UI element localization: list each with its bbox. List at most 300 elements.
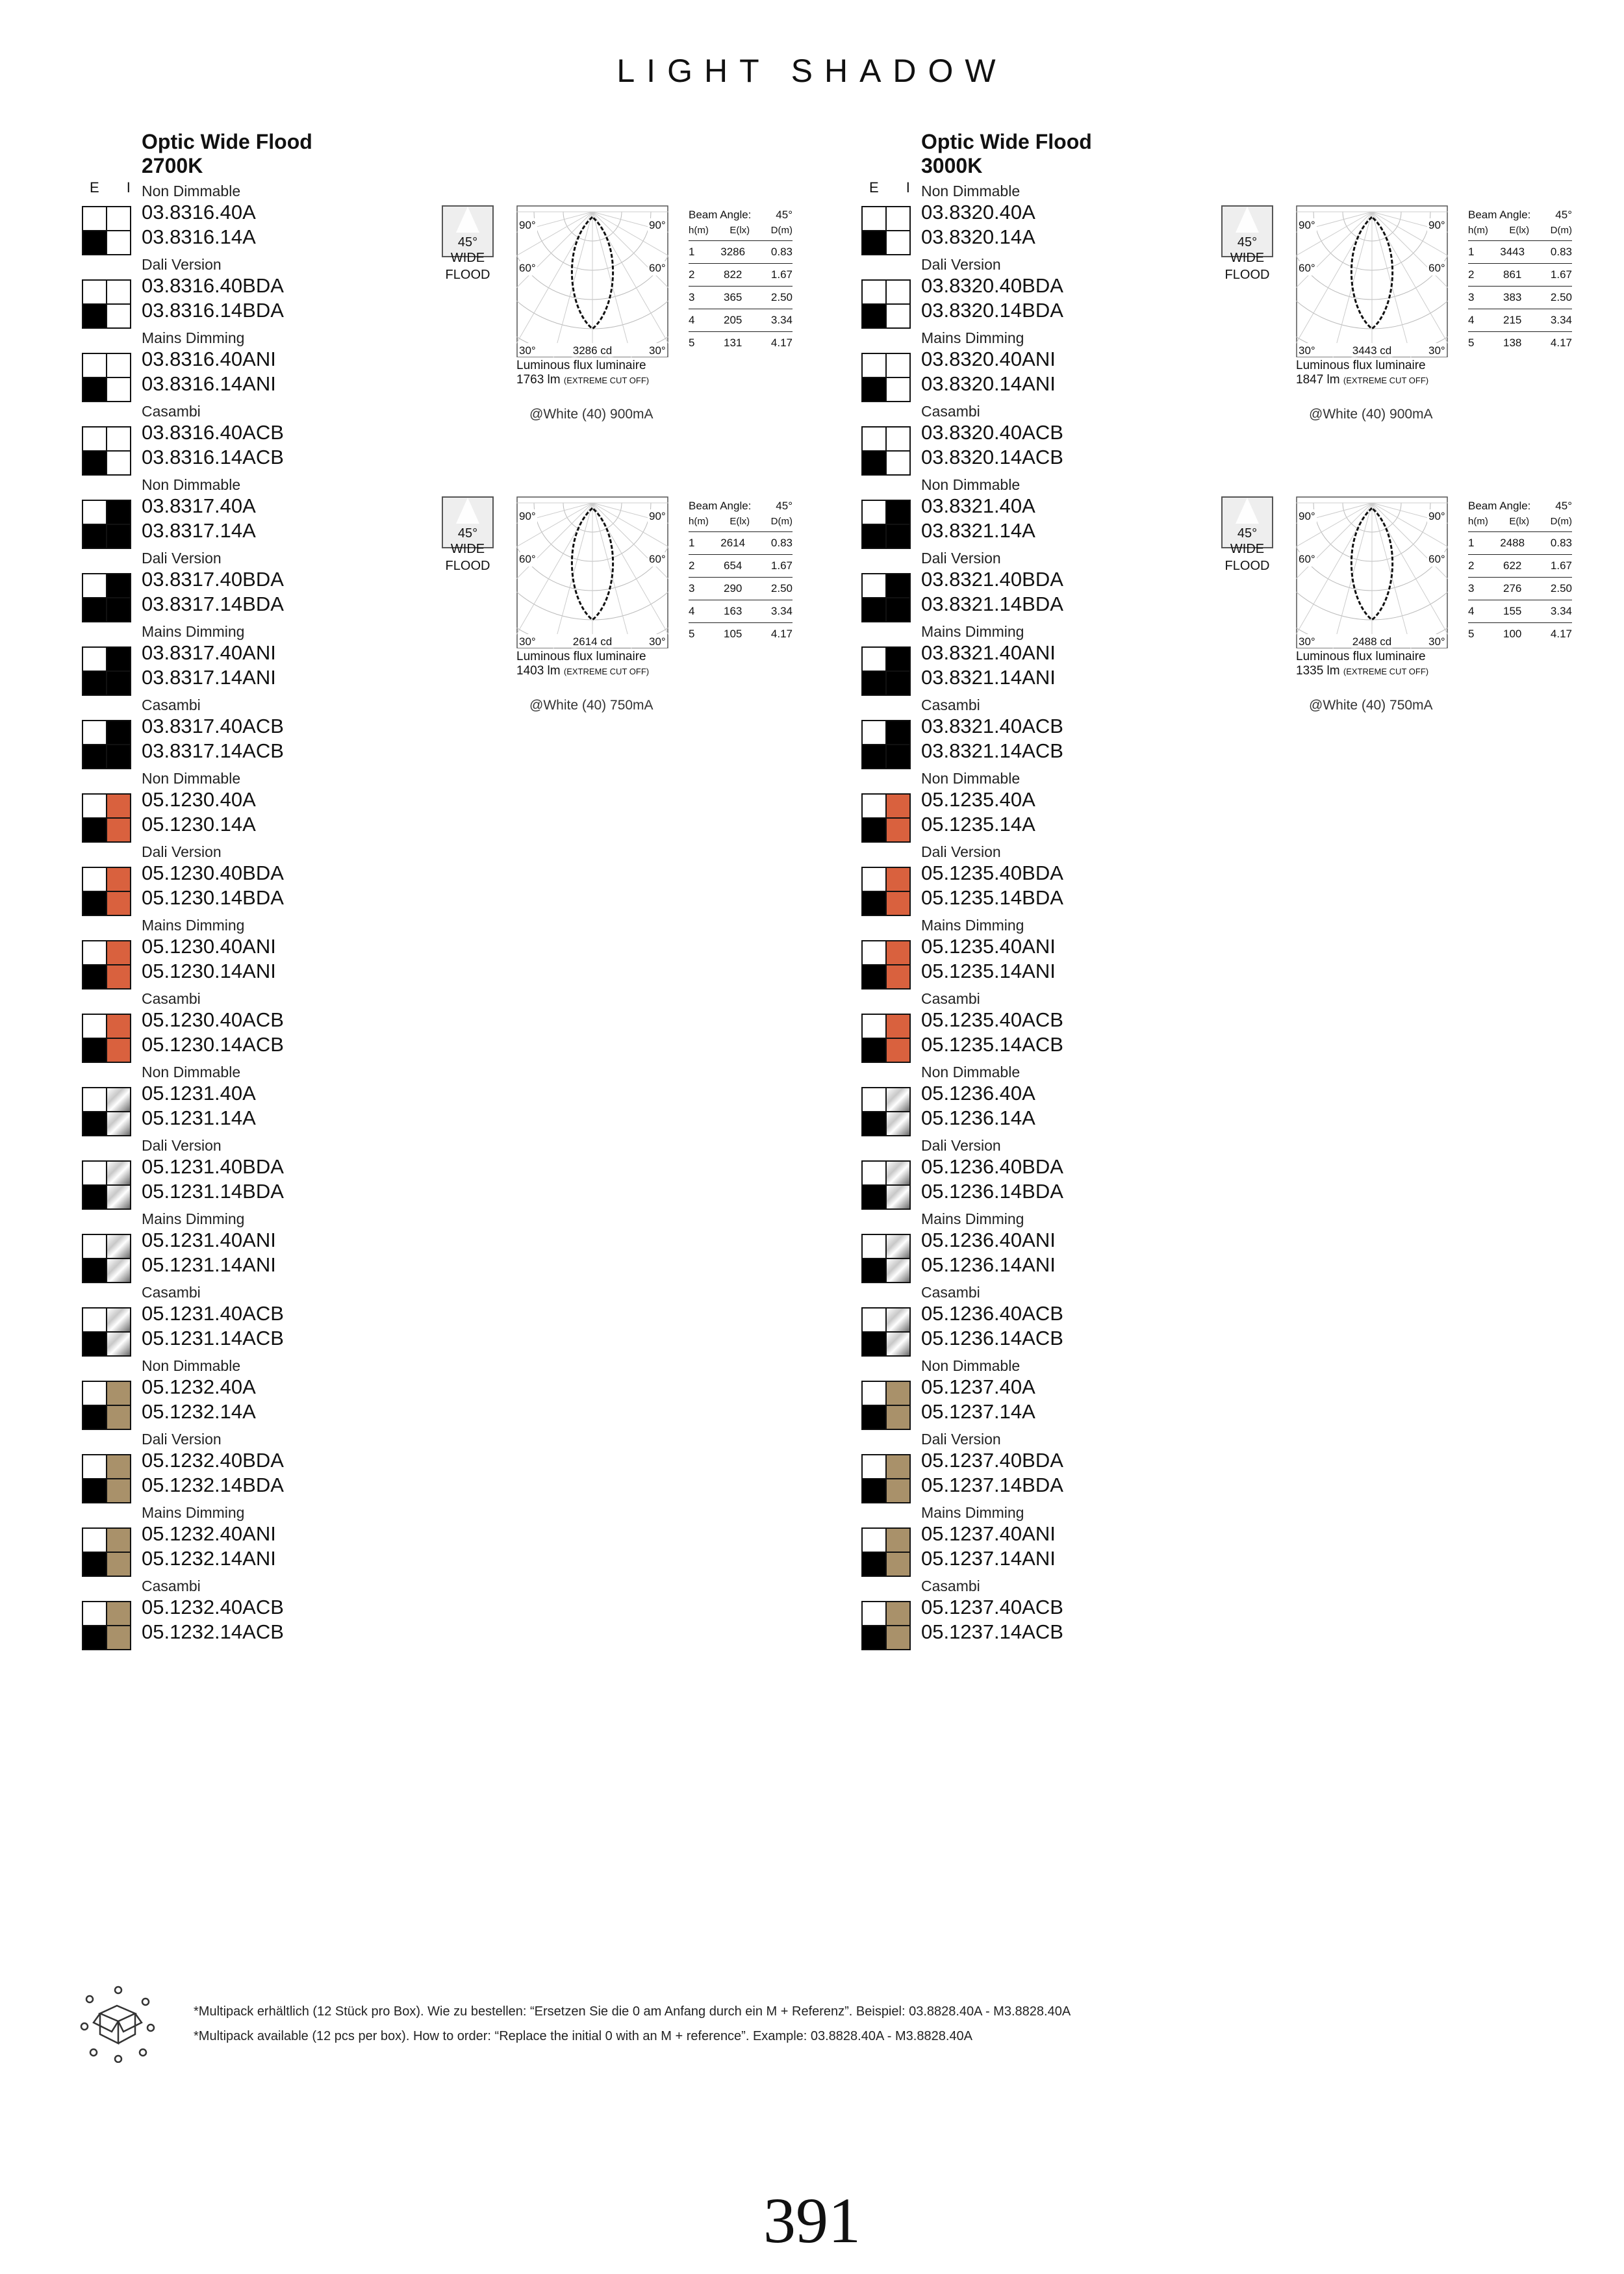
illuminance-value: 2488 (1500, 537, 1525, 549)
finish-swatch (861, 279, 911, 329)
dimming-type-label: Casambi (921, 403, 980, 420)
swatch-cell (107, 819, 130, 841)
swatch-cell (107, 672, 130, 695)
col-diameter: D(m) (1550, 516, 1572, 527)
height-value: 1 (1468, 246, 1475, 258)
dimming-type-label: Casambi (142, 1578, 201, 1594)
finish-swatch (82, 500, 131, 549)
product-code: 05.1231.14ACB (142, 1327, 284, 1349)
swatch-cell (107, 721, 130, 744)
dimming-type-label: Mains Dimming (142, 623, 245, 640)
product-code: 03.8316.40BDA (142, 274, 284, 297)
dimming-type-label: Casambi (142, 990, 201, 1007)
dimming-type-label: Mains Dimming (921, 623, 1024, 640)
beam-degree: 45° (457, 235, 478, 249)
swatch-cell (83, 648, 106, 671)
swatch-cell (863, 1333, 885, 1355)
swatch-cell (863, 1162, 885, 1184)
product-code: 05.1232.40A (142, 1375, 256, 1398)
swatch-cell (83, 672, 106, 695)
swatch-cell (83, 892, 106, 915)
product-group (921, 1577, 1259, 1650)
swatch-cell (863, 1088, 885, 1111)
swatch-cell (863, 501, 885, 524)
swatch-cell (83, 1039, 106, 1062)
product-code: 05.1231.40ANI (142, 1229, 276, 1251)
product-code: 05.1230.40ACB (142, 1008, 284, 1031)
swatch-cell (107, 1015, 130, 1038)
illuminance-value: 365 (724, 291, 742, 303)
product-group (921, 1283, 1259, 1357)
beam-type-word2: FLOOD (445, 559, 490, 573)
cutoff-note: (EXTREME CUT OFF) (1343, 376, 1429, 385)
diameter-value: 4.17 (1550, 337, 1572, 349)
beam-table (1468, 205, 1572, 354)
dimming-type-label: Dali Version (142, 1431, 222, 1448)
finish-swatch (861, 1454, 911, 1503)
beam-table-row (689, 555, 793, 578)
product-code: 05.1237.14A (921, 1400, 1035, 1423)
product-code: 05.1237.40BDA (921, 1449, 1063, 1472)
finish-swatch (82, 867, 131, 916)
product-code: 05.1236.14BDA (921, 1180, 1063, 1203)
dimming-type-label: Dali Version (142, 256, 222, 273)
dimming-type-label: Mains Dimming (142, 329, 245, 346)
beam-table-row (1468, 264, 1572, 287)
dimming-type-label: Dali Version (142, 550, 222, 567)
beam-table-row (689, 623, 793, 645)
swatch-cell (107, 1112, 130, 1135)
swatch-cell (107, 501, 130, 524)
dimming-type-label: Non Dimmable (142, 770, 241, 787)
dimming-type-label: Non Dimmable (921, 1357, 1021, 1374)
photometric-block (1221, 205, 1624, 439)
dimming-type-label: Non Dimmable (921, 1064, 1021, 1080)
swatch-cell (887, 231, 909, 254)
product-group (921, 402, 1259, 476)
beam-table-row (689, 309, 793, 332)
beam-table (689, 205, 793, 354)
cutoff-note: (EXTREME CUT OFF) (1343, 667, 1429, 676)
optic-title (921, 130, 1624, 178)
product-group (142, 1430, 479, 1503)
flux-label: Luminous flux luminaire (516, 650, 646, 663)
product-group (921, 549, 1259, 622)
product-code: 05.1235.40BDA (921, 862, 1063, 884)
swatch-cell (887, 941, 909, 964)
beam-angle-value: 45° (776, 500, 793, 512)
product-code: 05.1236.40ACB (921, 1302, 1063, 1325)
diameter-value: 4.17 (770, 628, 793, 640)
swatch-cell (863, 648, 885, 671)
product-group (921, 696, 1259, 769)
polar-diagram (1296, 205, 1448, 357)
swatch-cell (83, 1333, 106, 1355)
product-code: 03.8320.14ANI (921, 372, 1056, 395)
swatch-cell (83, 819, 106, 841)
col-diameter: D(m) (770, 516, 793, 527)
beam-table-row (689, 578, 793, 600)
product-code: 03.8316.14BDA (142, 299, 284, 322)
dimming-type-label: Non Dimmable (921, 476, 1021, 493)
product-code: 05.1235.40A (921, 788, 1035, 811)
product-code: 03.8321.14A (921, 519, 1035, 542)
diameter-value: 3.34 (1550, 314, 1572, 326)
finish-swatch (82, 1381, 131, 1430)
height-value: 1 (689, 537, 695, 549)
product-code: 05.1237.14BDA (921, 1474, 1063, 1496)
swatch-cell (887, 1333, 909, 1355)
swatch-cell (83, 1186, 106, 1208)
dimming-type-label: Dali Version (921, 843, 1001, 860)
optic-name: Optic Wide Flood (921, 130, 1092, 153)
product-code: 03.8320.40ANI (921, 348, 1056, 370)
product-group (142, 182, 479, 255)
height-value: 2 (689, 268, 695, 281)
product-group (142, 1063, 479, 1136)
beam-table-row (689, 287, 793, 309)
swatch-cell (887, 1553, 909, 1576)
swatch-cell (887, 1259, 909, 1282)
swatch-cell (107, 1455, 130, 1478)
product-code: 03.8317.14ACB (142, 739, 284, 762)
product-column-3000k (869, 130, 1624, 1643)
product-code: 05.1232.14ACB (142, 1620, 284, 1643)
swatch-cell (863, 598, 885, 621)
height-value: 4 (689, 314, 695, 326)
product-code: 03.8316.40ANI (142, 348, 276, 370)
product-group (142, 1357, 479, 1430)
multipack-box-icon (78, 1985, 156, 2063)
swatch-cell (83, 1382, 106, 1405)
product-code: 03.8316.40ACB (142, 421, 284, 444)
product-code: 03.8320.14A (921, 225, 1035, 248)
diameter-value: 1.67 (770, 559, 793, 572)
polar-diagram (1296, 496, 1448, 648)
angle-label-60-left: 60° (519, 262, 536, 274)
finish-swatch (82, 1307, 131, 1357)
finish-swatch (82, 573, 131, 622)
swatch-cell (83, 941, 106, 964)
swatch-cell (887, 1162, 909, 1184)
beam-angle-value: 45° (1555, 209, 1572, 221)
dimming-type-label: Non Dimmable (142, 476, 241, 493)
diameter-value: 2.50 (770, 582, 793, 594)
product-code: 03.8317.40A (142, 494, 256, 517)
height-value: 5 (689, 628, 695, 640)
dimming-type-label: Dali Version (921, 1137, 1001, 1154)
swatch-cell (107, 525, 130, 548)
swatch-cell (863, 452, 885, 474)
swatch-cell (107, 1309, 130, 1331)
swatch-cell (887, 795, 909, 817)
product-group (142, 1577, 479, 1650)
swatch-cell (107, 1162, 130, 1184)
product-code: 05.1237.14ACB (921, 1620, 1063, 1643)
swatch-cell (83, 1309, 106, 1331)
optic-title (142, 130, 856, 178)
diameter-value: 1.67 (1550, 559, 1572, 572)
beam-table-row (689, 264, 793, 287)
dimming-type-label: Non Dimmable (142, 1064, 241, 1080)
illuminance-value: 205 (724, 314, 742, 326)
swatch-cell (863, 1235, 885, 1258)
beam-cone-icon (443, 207, 492, 233)
col-illuminance: E(lx) (730, 225, 750, 236)
illuminance-value: 163 (724, 605, 742, 617)
finish-swatch (861, 206, 911, 255)
swatch-cell (863, 428, 885, 450)
beam-type-label (1213, 249, 1281, 283)
swatch-cell (887, 648, 909, 671)
beam-table-row (689, 600, 793, 623)
height-value: 5 (1468, 628, 1475, 640)
finish-swatch (82, 279, 131, 329)
finish-swatch (861, 1234, 911, 1283)
product-group (921, 476, 1259, 549)
swatch-cell (887, 868, 909, 891)
angle-label-30-left: 30° (1299, 344, 1315, 357)
beam-degree: 45° (1237, 526, 1258, 541)
product-code: 03.8317.40ANI (142, 641, 276, 664)
peak-intensity: 2488 cd (1352, 635, 1392, 648)
product-group (921, 990, 1259, 1063)
illuminance-value: 3443 (1500, 246, 1525, 258)
swatch-cell (863, 745, 885, 768)
product-group (142, 1136, 479, 1210)
swatch-cell (107, 1088, 130, 1111)
product-list (921, 182, 1259, 1650)
swatch-cell (887, 574, 909, 597)
drive-current: @White (40) 900mA (1309, 407, 1433, 422)
beam-table-row (1468, 578, 1572, 600)
angle-label-60-right: 60° (1428, 262, 1445, 274)
product-code: 03.8321.40A (921, 494, 1035, 517)
product-code: 05.1232.40BDA (142, 1449, 284, 1472)
illuminance-value: 290 (724, 582, 742, 594)
diameter-value: 2.50 (1550, 582, 1572, 594)
beam-table-row (1468, 241, 1572, 264)
multipack-note-en: *Multipack available (12 pcs per box). How to order: “Replace the initial 0 with an M + reference”. Example: 03.8828.40A - M3.8828.40A (194, 2029, 972, 2043)
dimming-type-label: Dali Version (142, 843, 222, 860)
swatch-cell (83, 598, 106, 621)
swatch-cell (887, 207, 909, 230)
swatch-cell (863, 1382, 885, 1405)
product-group (142, 622, 479, 696)
finish-swatch (861, 1160, 911, 1210)
col-diameter: D(m) (1550, 225, 1572, 236)
height-value: 2 (1468, 559, 1475, 572)
product-code: 05.1235.14A (921, 813, 1035, 836)
beam-angle-value: 45° (1555, 500, 1572, 512)
diameter-value: 4.17 (1550, 628, 1572, 640)
illuminance-value: 654 (724, 559, 742, 572)
swatch-cell (107, 941, 130, 964)
angle-label-60-right: 60° (1428, 553, 1445, 565)
product-code: 03.8321.14ANI (921, 666, 1056, 689)
product-code: 05.1236.40ANI (921, 1229, 1056, 1251)
illuminance-value: 383 (1503, 291, 1522, 303)
swatch-cell (107, 868, 130, 891)
product-code: 05.1232.14ANI (142, 1547, 276, 1570)
beam-angle-label: Beam Angle: (689, 500, 752, 512)
swatch-cell (887, 1479, 909, 1502)
finish-swatch (861, 353, 911, 402)
swatch-cell (83, 1553, 106, 1576)
swatch-cell (83, 525, 106, 548)
illuminance-value: 822 (724, 268, 742, 281)
swatch-cell (863, 1479, 885, 1502)
illuminance-value: 2614 (720, 537, 746, 549)
beam-type-label (434, 541, 501, 574)
product-code: 05.1232.14A (142, 1400, 256, 1423)
swatch-cell (107, 1626, 130, 1649)
swatch-cell (863, 965, 885, 988)
finish-swatch (861, 1087, 911, 1136)
swatch-cell (83, 1088, 106, 1111)
swatch-cell (107, 1186, 130, 1208)
finish-swatch (861, 646, 911, 696)
product-code: 05.1231.40BDA (142, 1155, 284, 1178)
height-value: 4 (689, 605, 695, 617)
swatch-cell (887, 1088, 909, 1111)
swatch-cell (107, 305, 130, 327)
multipack-note (78, 1985, 1377, 2063)
finish-swatch (861, 720, 911, 769)
swatch-cell (107, 1333, 130, 1355)
swatch-cell (83, 207, 106, 230)
angle-label-30-left: 30° (519, 635, 536, 648)
product-code: 03.8316.14ANI (142, 372, 276, 395)
product-code: 03.8321.40BDA (921, 568, 1063, 591)
swatch-cell (863, 378, 885, 401)
product-group (921, 1430, 1259, 1503)
angle-label-30-right: 30° (1428, 344, 1445, 357)
beam-type-word1: WIDE (1230, 251, 1265, 265)
flux-value: 1335 lm (1296, 664, 1340, 678)
beam-table-row (689, 332, 793, 354)
product-code: 03.8320.40BDA (921, 274, 1063, 297)
flux-label: Luminous flux luminaire (516, 359, 646, 372)
height-value: 3 (689, 291, 695, 303)
swatch-cell (83, 1015, 106, 1038)
product-group (921, 182, 1259, 255)
finish-swatch (861, 573, 911, 622)
product-code: 05.1235.14ANI (921, 960, 1056, 982)
angle-label-90-left: 90° (1299, 510, 1315, 522)
beam-cone-icon (1223, 207, 1272, 233)
diameter-value: 4.17 (770, 337, 793, 349)
finish-swatch (861, 940, 911, 990)
luminous-flux-caption (516, 359, 711, 388)
product-code: 03.8316.14A (142, 225, 256, 248)
finish-swatch (82, 1454, 131, 1503)
dimming-type-label: Casambi (921, 990, 980, 1007)
swatch-cell (83, 574, 106, 597)
beam-cone-icon (443, 498, 492, 524)
swatch-cell (887, 501, 909, 524)
height-value: 2 (689, 559, 695, 572)
col-height: h(m) (689, 516, 709, 527)
beam-angle-value: 45° (776, 209, 793, 221)
beam-table-row (689, 532, 793, 555)
photometric-block (1221, 496, 1624, 730)
product-code: 03.8320.14BDA (921, 299, 1063, 322)
color-temperature: 3000K (921, 154, 983, 177)
finish-swatch (861, 500, 911, 549)
swatch-cell (887, 721, 909, 744)
product-group (142, 916, 479, 990)
finish-swatch (82, 720, 131, 769)
col-height: h(m) (689, 225, 709, 236)
dimming-type-label: Mains Dimming (142, 1210, 245, 1227)
product-code: 05.1231.14A (142, 1106, 256, 1129)
beam-table-row (1468, 600, 1572, 623)
swatch-cell (83, 1602, 106, 1625)
angle-label-30-right: 30° (649, 344, 666, 357)
product-list (142, 182, 479, 1650)
page-number: 391 (763, 2184, 861, 2256)
polar-diagram (516, 205, 668, 357)
swatch-cell (107, 281, 130, 303)
swatch-cell (863, 207, 885, 230)
swatch-cell (83, 1235, 106, 1258)
angle-label-30-left: 30° (519, 344, 536, 357)
illuminance-value: 622 (1503, 559, 1522, 572)
product-code: 03.8317.40BDA (142, 568, 284, 591)
swatch-cell (83, 354, 106, 377)
product-group (142, 1283, 479, 1357)
dimming-type-label: Casambi (921, 1578, 980, 1594)
swatch-cell (863, 1259, 885, 1282)
product-group (921, 622, 1259, 696)
diameter-value: 0.83 (1550, 246, 1572, 258)
diameter-value: 2.50 (1550, 291, 1572, 303)
diameter-value: 1.67 (1550, 268, 1572, 281)
product-code: 05.1235.40ANI (921, 935, 1056, 958)
beam-type-word1: WIDE (450, 542, 485, 556)
swatch-cell (887, 1309, 909, 1331)
ei-header: E I (869, 179, 922, 196)
product-group (142, 1503, 479, 1577)
product-group (142, 476, 479, 549)
height-value: 5 (1468, 337, 1475, 349)
swatch-cell (863, 574, 885, 597)
product-code: 05.1230.40A (142, 788, 256, 811)
swatch-cell (863, 525, 885, 548)
diameter-value: 3.34 (1550, 605, 1572, 617)
swatch-cell (863, 672, 885, 695)
angle-label-90-right: 90° (1428, 510, 1445, 522)
swatch-cell (107, 892, 130, 915)
peak-intensity: 3286 cd (572, 344, 613, 357)
swatch-cell (863, 281, 885, 303)
swatch-cell (887, 1455, 909, 1478)
swatch-cell (107, 207, 130, 230)
swatch-cell (887, 745, 909, 768)
product-group (921, 329, 1259, 402)
angle-label-90-left: 90° (1299, 219, 1315, 231)
swatch-cell (83, 501, 106, 524)
diameter-value: 2.50 (770, 291, 793, 303)
angle-label-90-right: 90° (649, 219, 666, 231)
dimming-type-label: Non Dimmable (142, 1357, 241, 1374)
angle-label-60-left: 60° (1299, 262, 1315, 274)
illuminance-value: 131 (724, 337, 742, 349)
beam-angle-label: Beam Angle: (1468, 500, 1531, 512)
product-code: 03.8316.14ACB (142, 446, 284, 468)
finish-swatch (861, 1601, 911, 1650)
